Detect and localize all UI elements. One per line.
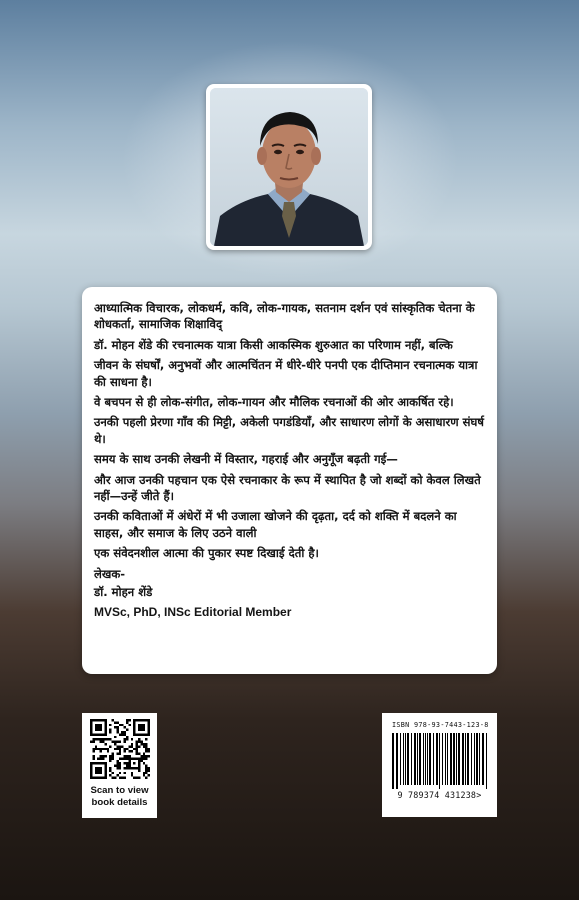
barcode-icon: [390, 733, 490, 789]
qr-caption-line-2: book details: [91, 797, 148, 808]
author-credentials: MVSc, PhD, INSc Editorial Member: [94, 604, 292, 619]
author-photo: [210, 88, 368, 246]
description-paragraph-1: आध्यात्मिक विचारक, लोकधर्म, कवि, लोक-गायक, सतनाम दर्शन एवं सांस्कृतिक चेतना के शोधकर्ता, सामाजिक शिक्षाविद्: [94, 301, 475, 332]
barcode-arrow: >: [476, 790, 482, 800]
description-paragraph-5: उनकी पहली प्रेरणा गाँव की मिट्टी, अकेली पगडंडियाँ, और साधारण लोगों के असाधारण संघर्ष थे।: [94, 415, 485, 446]
description-paragraph-6: समय के साथ उनकी लेखनी में विस्तार, गहराई और अनुगूँज बढ़ती गई—: [94, 452, 398, 467]
barcode-digits-row: [388, 790, 491, 800]
description-paragraph-3: जीवन के संघर्षों, अनुभवों और आत्मचिंतन में धीरे-धीरे पनपी एक दीप्तिमान रचनात्मक यात्रा की साधना है।: [94, 358, 478, 389]
description-paragraph-2: डॉ. मोहन शेंडे की रचनात्मक यात्रा किसी आकस्मिक शुरुआत का परिणाम नहीं, बल्कि: [94, 337, 453, 352]
isbn-barcode-panel: [382, 713, 497, 817]
qr-caption: [89, 785, 150, 809]
qr-code-panel[interactable]: [82, 713, 157, 818]
description-paragraph-4: वे बचपन से ही लोक-संगीत, लोक-गायन और मौलिक रचनाओं की ओर आकर्षित रहे।: [94, 395, 454, 410]
qr-code-icon[interactable]: [90, 719, 150, 779]
barcode-digits: 9 789374 431238: [397, 790, 477, 800]
isbn-number: ISBN 978-93-7443-123-8: [392, 721, 489, 729]
author-description-panel: [82, 287, 497, 674]
author-name: डॉ. मोहन शेंडे: [94, 585, 153, 600]
description-paragraph-7: और आज उनकी पहचान एक ऐसे रचनाकार के रूप में स्थापित है जो शब्दों को केवल लिखते नहीं—उन्हें जीते हैं।: [94, 472, 481, 504]
qr-caption-line-1: Scan to view: [90, 785, 149, 796]
author-photo-frame: [206, 84, 372, 250]
author-portrait-image: [210, 88, 368, 246]
description-paragraph-8: उनकी कविताओं में अंधेरों में भी उजाला खोजने की दृढ़ता, दर्द को शक्ति में बदलने का साहस, और समाज के लिए उठने वाली: [94, 509, 457, 540]
author-label: लेखक-: [94, 566, 126, 581]
description-paragraph-9: एक संवेदनशील आत्मा की पुकार स्पष्ट दिखाई देती है।: [94, 546, 319, 561]
